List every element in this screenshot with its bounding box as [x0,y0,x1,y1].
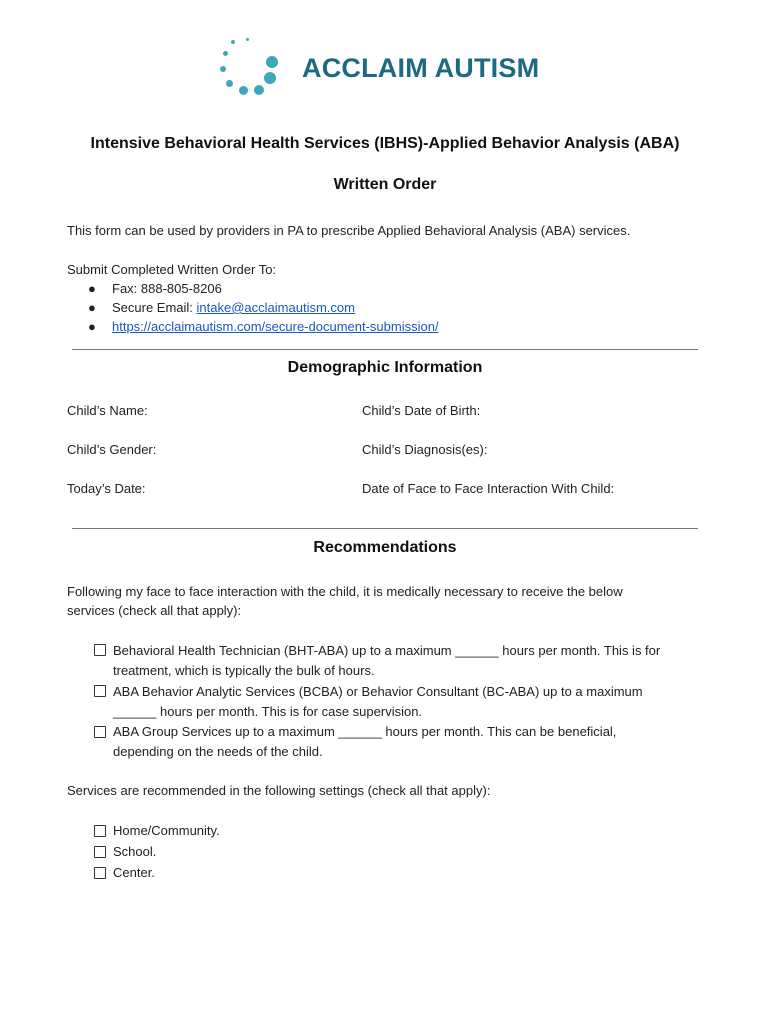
page-title: Intensive Behavioral Health Services (IBHS)-Applied Behavior Analysis (ABA) [90,135,680,152]
recommendations-intro-line2: services (check all that apply): [67,603,242,618]
school-label: School. [113,844,157,859]
fax-text: Fax: 888-805-8206 [112,281,222,296]
bht-aba-checkbox[interactable] [94,644,106,656]
option-text-line2: ______ hours per month. This is for case supervision. [113,704,423,719]
home-community-label: Home/Community. [113,823,220,838]
settings-intro: Services are recommended in the following settings (check all that apply): [67,783,491,798]
option-text-line1: Behavioral Health Technician (BHT-ABA) up to a maximum ______ hours per month. This is for [113,643,661,658]
submit-email-item [88,298,355,317]
bullet-icon: ● [88,281,96,296]
divider [72,528,698,529]
recommendations-heading: Recommendations [313,539,457,556]
logo-dot [226,80,233,87]
submit-heading: Submit Completed Written Order To: [67,262,277,277]
todays-date-label: Today’s Date: [67,481,146,496]
email-label: Secure Email: [112,300,197,315]
bht-aba-option [113,641,660,681]
school-checkbox[interactable] [94,846,106,858]
logo-dot [264,72,276,84]
logo-dot [231,40,235,44]
bullet-icon: ● [88,300,96,315]
logo-dot [220,66,226,72]
demographic-heading: Demographic Information [287,359,483,376]
page-subtitle: Written Order [333,176,437,193]
home-community-checkbox[interactable] [94,825,106,837]
face-to-face-date-label: Date of Face to Face Interaction With Child: [362,481,615,496]
option-text-line1: ABA Group Services up to a maximum ______ hours per month. This can be beneficial, [113,724,617,739]
option-text-line1: ABA Behavior Analytic Services (BCBA) or Behavior Consultant (BC-ABA) up to a maximum [113,684,643,699]
logo-dot [254,85,264,95]
logo-text: ACCLAIM AUTISM [302,53,540,83]
option-text-line2: treatment, which is typically the bulk of hours. [113,663,375,678]
email-link[interactable]: intake@acclaimautism.com [196,300,355,315]
intro-text: This form can be used by providers in PA to prescribe Applied Behavioral Analysis (ABA) services. [67,223,631,238]
bcba-option [113,682,643,722]
option-text-line2: depending on the needs of the child. [113,744,323,759]
group-services-checkbox[interactable] [94,726,106,738]
childs-name-label: Child’s Name: [67,403,148,418]
childs-gender-label: Child’s Gender: [67,442,157,457]
logo-dot [223,51,228,56]
bcba-checkbox[interactable] [94,685,106,697]
childs-diagnosis-label: Child’s Diagnosis(es): [362,442,488,457]
group-services-option [113,722,616,762]
bullet-icon: ● [88,319,96,334]
acclaim-autism-logo [218,38,558,98]
logo-dot [246,38,249,41]
submission-url-link[interactable]: https://acclaimautism.com/secure-document-submission/ [112,319,439,334]
center-checkbox[interactable] [94,867,106,879]
divider [72,349,698,350]
childs-dob-label: Child’s Date of Birth: [362,403,481,418]
submit-fax-item [88,279,222,298]
recommendations-intro-line1: Following my face to face interaction with the child, it is medically necessary to receive the below [67,584,623,599]
logo-dot [239,86,248,95]
center-label: Center. [113,865,155,880]
logo-dot [266,56,278,68]
submit-url-item [88,317,439,336]
